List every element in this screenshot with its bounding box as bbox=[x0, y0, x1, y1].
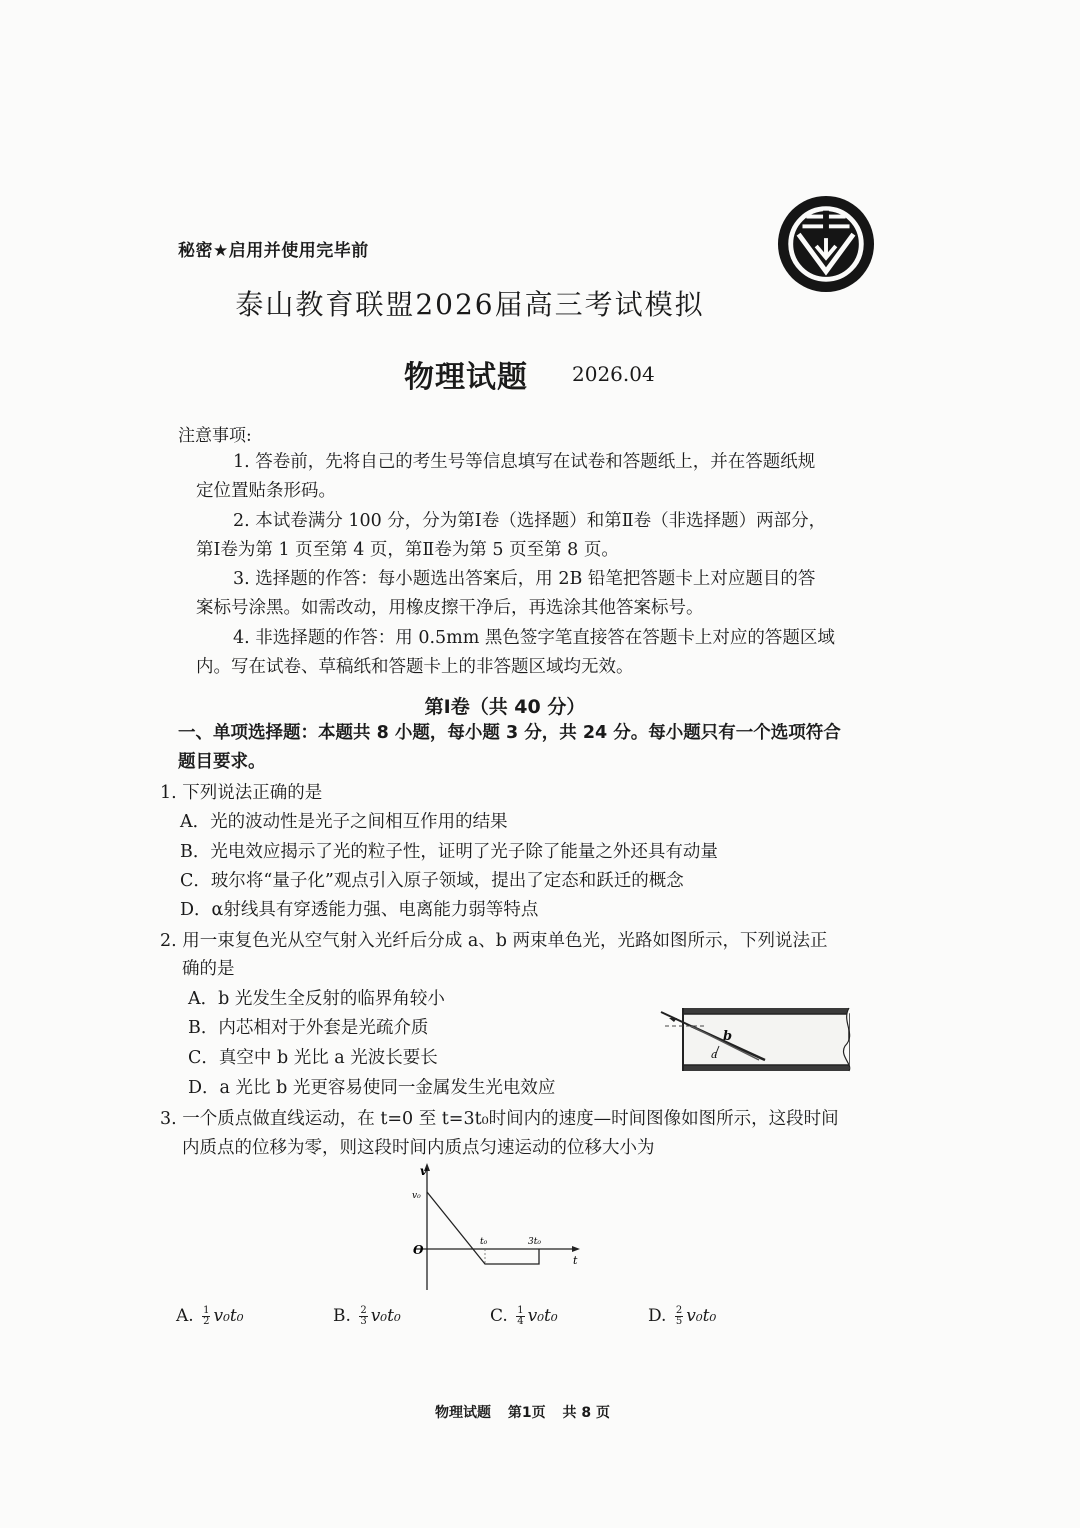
q1-option-c: C．玻尔将“量子化”观点引入原子领域，提出了定态和跃迁的概念 bbox=[180, 871, 684, 891]
t0-label: t₀ bbox=[480, 1237, 488, 1247]
q2-option-c: C．真空中 b 光比 a 光波长要长 bbox=[188, 1048, 438, 1068]
question-2-stem: 2. 用一束复色光从空气射入光纤后分成 a、b 两束单色光，光路如图所示，下列说法正 bbox=[160, 931, 828, 951]
optical-fiber-diagram bbox=[655, 998, 857, 1078]
note-line: 内。写在试卷、草稿纸和答题卡上的非答题区域均无效。 bbox=[196, 657, 634, 677]
question-1-stem: 1. 下列说法正确的是 bbox=[160, 783, 323, 803]
fraction: $\frac{1}{2}$ bbox=[203, 1305, 210, 1327]
question-2-stem: 确的是 bbox=[182, 959, 235, 979]
note-line: 第Ⅰ卷为第 1 页至第 4 页，第Ⅱ卷为第 5 页至第 8 页。 bbox=[196, 540, 619, 560]
school-logo bbox=[777, 195, 875, 293]
note-line: 案标号涂黑。如需改动，用橡皮擦干净后，再选涂其他答案标号。 bbox=[196, 598, 704, 618]
t-axis-label: t bbox=[573, 1254, 578, 1267]
fraction: $\frac{2}{3}$ bbox=[360, 1305, 367, 1327]
section-heading: 第Ⅰ卷（共 40 分） bbox=[424, 696, 586, 718]
q1-option-a: A．光的波动性是光子之间相互作用的结果 bbox=[180, 812, 508, 832]
q1-option-b: B．光电效应揭示了光的粒子性，证明了光子除了能量之外还具有动量 bbox=[180, 842, 718, 862]
ray-a-label: a bbox=[711, 1048, 718, 1061]
ray-b-label: b bbox=[723, 1029, 733, 1044]
v0-label: v₀ bbox=[412, 1191, 421, 1201]
q2-option-d: D．a 光比 b 光更容易使同一金属发生光电效应 bbox=[188, 1078, 556, 1098]
origin-label: O bbox=[413, 1243, 424, 1257]
q1-option-d: D．α射线具有穿透能力强、电离能力弱等特点 bbox=[180, 900, 539, 920]
q3-answer-b: B. $\frac{2}{3}$ v₀t₀ bbox=[333, 1305, 401, 1327]
q2-option-a: A．b 光发生全反射的临界角较小 bbox=[188, 989, 445, 1009]
q3-answer-a: A. $\frac{1}{2}$ v₀t₀ bbox=[176, 1305, 244, 1327]
note-line: 定位置贴条形码。 bbox=[196, 481, 336, 501]
section-description: 一、单项选择题：本题共 8 小题，每小题 3 分，共 24 分。每小题只有一个选项符合 bbox=[178, 723, 841, 743]
footer-page: 第1页 bbox=[507, 1405, 546, 1421]
footer-subject: 物理试题 bbox=[435, 1405, 491, 1421]
fraction: $\frac{1}{4}$ bbox=[517, 1305, 524, 1327]
note-line: 4. 非选择题的作答：用 0.5mm 黑色签字笔直接答在答题卡上对应的答题区域 bbox=[233, 628, 835, 648]
question-3-stem: 3. 一个质点做直线运动，在 t=0 至 t=3t₀时间内的速度—时间图像如图所示，这段时间 bbox=[160, 1109, 839, 1129]
subject-title: 物理试题 bbox=[404, 360, 528, 395]
exam-date: 2026.04 bbox=[572, 362, 655, 386]
velocity-time-graph bbox=[405, 1160, 590, 1295]
q3-answer-c: C. $\frac{1}{4}$ v₀t₀ bbox=[490, 1305, 558, 1327]
q2-option-b: B．内芯相对于外套是光疏介质 bbox=[188, 1018, 429, 1038]
confidential-notice: 秘密★启用并使用完毕前 bbox=[178, 241, 369, 261]
fraction: $\frac{2}{5}$ bbox=[675, 1305, 683, 1327]
footer-total: 共 8 页 bbox=[562, 1405, 610, 1421]
note-line: 2. 本试卷满分 100 分，分为第Ⅰ卷（选择题）和第Ⅱ卷（非选择题）两部分， bbox=[233, 511, 827, 531]
3t0-label: 3t₀ bbox=[528, 1237, 541, 1247]
exam-title: 泰山教育联盟2026届高三考试模拟 bbox=[235, 288, 705, 321]
note-line: 1. 答卷前，先将自己的考生号等信息填写在试卷和答题纸上，并在答题纸规 bbox=[233, 452, 816, 472]
notes-heading: 注意事项: bbox=[178, 426, 252, 446]
v-axis-label: v bbox=[420, 1164, 427, 1178]
q3-answer-d: D. $\frac{2}{5}$ v₀t₀ bbox=[648, 1305, 717, 1327]
note-line: 3. 选择题的作答：每小题选出答案后，用 2B 铅笔把答题卡上对应题目的答 bbox=[233, 569, 816, 589]
page-footer bbox=[0, 1402, 1045, 1422]
question-3-stem: 内质点的位移为零，则这段时间内质点匀速运动的位移大小为 bbox=[182, 1138, 655, 1158]
section-description: 题目要求。 bbox=[178, 752, 266, 772]
